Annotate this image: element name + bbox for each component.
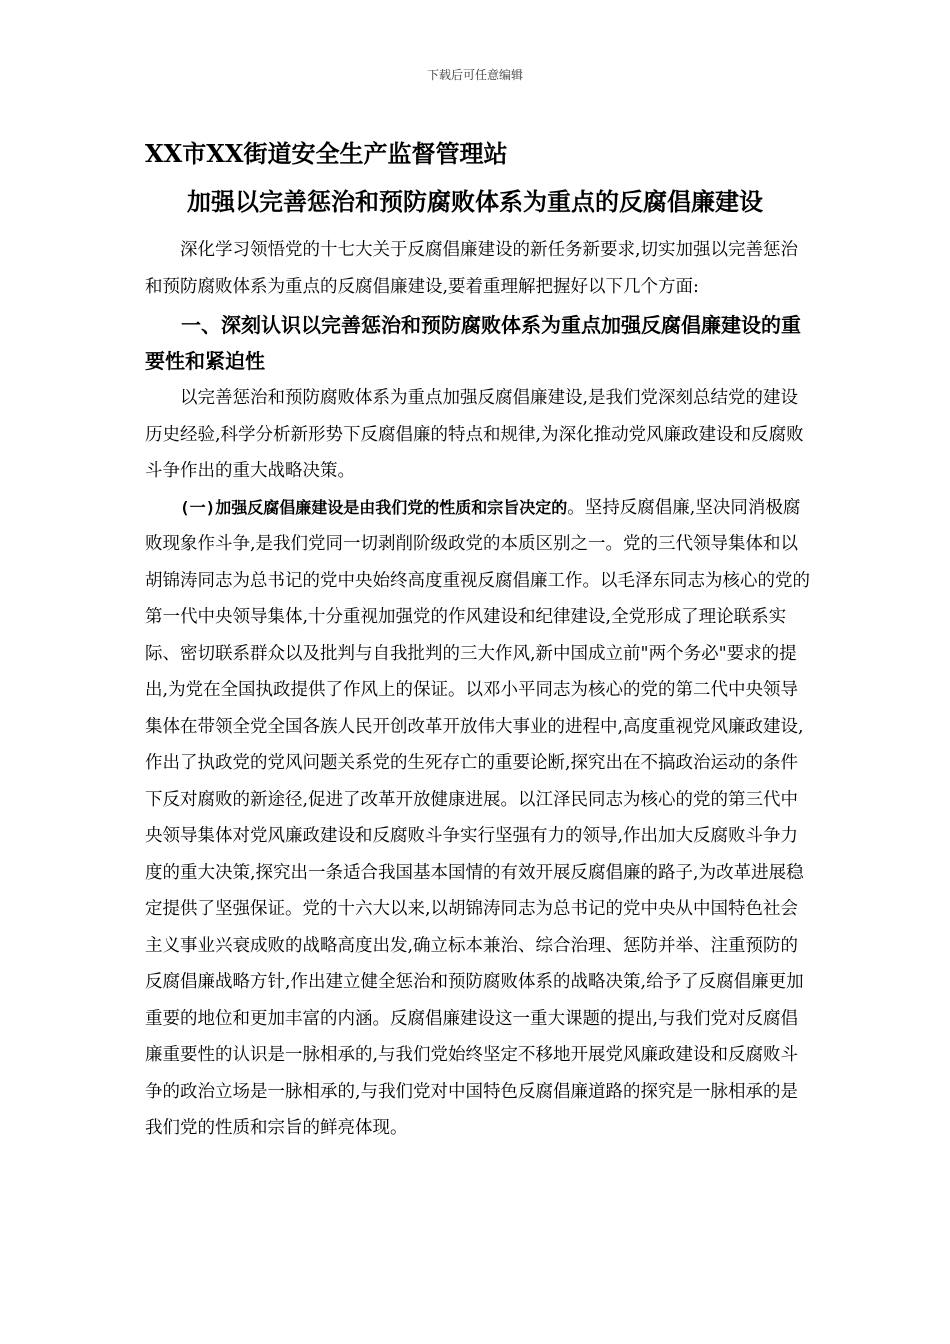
section1-body: [145, 380, 815, 1147]
section1-paragraph1: 以完善惩治和预防腐败体系为重点加强反腐倡廉建设,是我们党深刻总结党的建设历史经验,科学分析新形势下反腐倡廉的特点和规律,为深化推动党风廉政建设和反腐败斗争作出的重大战略决策。: [145, 388, 804, 481]
org-title: XX市XX街道安全生产监督管理站: [145, 139, 508, 168]
section1-heading: 一、深刻认识以完善惩治和预防腐败体系为重点加强反腐倡廉建设的重要性和紧迫性: [145, 313, 801, 373]
section1-sub1-paragraph: [145, 490, 815, 1147]
intro-section: [145, 232, 815, 305]
sub1-heading: (一)加强反腐倡廉建设是由我们党的性质和宗旨决定的: [180, 497, 568, 517]
intro-paragraph: 深化学习领悟党的十七大关于反腐倡廉建设的新任务新要求,切实加强以完善惩治和预防腐败体系为重点的反腐倡廉建设,要着重理解把握好以下几个方面:: [145, 240, 799, 297]
header-note: 下载后可任意编辑: [426, 68, 523, 82]
sub1-body: 。坚持反腐倡廉,坚决同消极腐败现象作斗争,是我们党同一切剥削阶级政党的本质区别之一。党的三代领导集体和以胡锦涛同志为总书记的党中央始终高度重视反腐倡廉工作。以毛泽东同志为核心的党的第一代中央领导集体,十分重视加强党的作风建设和纪律建设,全党形成了理论联系实际、密切联系群众以及批判与自我批判的三大作风,新中国成立前"两个务必"要求的提出,为党在全国执政提供了作风上的保证。以邓小平同志为核心的党的第二代中央领导集体在带领全党全国各族人民开创改革开放伟大事业的进程中,高度重视党风廉政建设,作出了执政党的党风问题关系党的生死存亡的重要论断,探究出在不搞政治运动的条件下反对腐败的新途径,促进了改革开放健康进展。以江泽民同志为核心的党的第三代中央领导集体对党风廉政建设和反腐败斗争实行坚强有力的领导,作出加大反腐败斗争力度的重大决策,探究出一条适合我国基本国情的有效开展反腐倡廉的路子,为改革进展稳定提供了坚强保证。党的十六大以来,以胡锦涛同志为总书记的党中央从中国特色社会主义事业兴衰成败的战略高度出发,确立标本兼治、综合治理、惩防并举、注重预防的反腐倡廉战略方针,作出建立健全惩治和预防腐败体系的战略决策,给予了反腐倡廉更加重要的地位和更加丰富的内涵。反腐倡廉建设这一重大课题的提出,与我们党对反腐倡廉重要性的认识是一脉相承的,与我们党始终坚定不移地开展党风廉政建设和反腐败斗争的政治立场是一脉相承的,与我们党对中国特色反腐倡廉道路的探究是一脉相承的是我们党的性质和宗旨的鲜亮体现。: [145, 497, 810, 1138]
main-title: 加强以完善惩治和预防腐败体系为重点的反腐倡廉建设: [187, 187, 763, 216]
